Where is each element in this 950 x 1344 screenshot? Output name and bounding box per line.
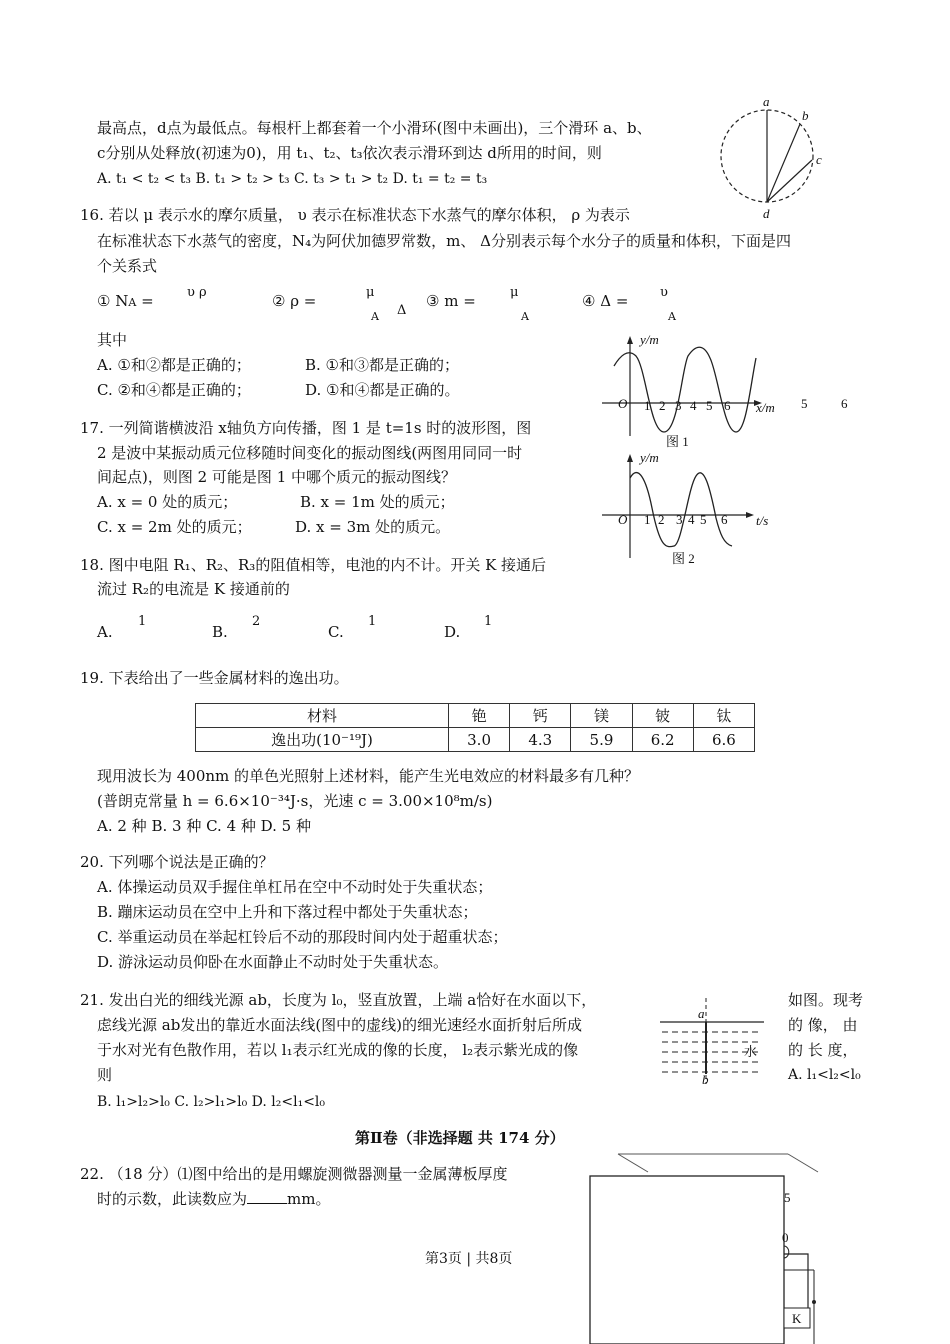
q22-fig-k: K <box>792 1311 802 1326</box>
fig1-origin: O <box>618 396 628 411</box>
page-footer: 第3页 | 共8页 <box>425 1251 513 1267</box>
fig1-xlabel: x/m <box>756 400 775 415</box>
table-cell: 3.0 <box>448 728 509 752</box>
q21-water-figure <box>658 996 768 1086</box>
q21-right4: A. l₁<l₂<l₀ <box>788 1067 861 1083</box>
q21-fig-b: b <box>702 1072 709 1087</box>
q18-option-b-val: 2 <box>252 614 261 629</box>
table-header: 镁 <box>571 704 632 728</box>
fig2-tick-3: 3 <box>676 512 683 527</box>
q19-options: A. 2 种 B. 3 种 C. 4 种 D. 5 种 <box>97 817 311 835</box>
q16-formula4-sub: A <box>668 310 676 323</box>
q16-formula1: ① NA = <box>97 292 154 310</box>
fig1-tick-3: 3 <box>675 398 682 413</box>
q19-line3: (普朗克常量 h = 6.6×10⁻³⁴J·s，光速 c = 3.00×10⁸m/s) <box>97 792 493 810</box>
fig1-tick-6: 6 <box>724 398 731 413</box>
q22-line2: 时的示数，此读数应为 mm。 <box>97 1190 331 1208</box>
q17-line2: 2 是波中某振动质元位移随时间变化的振动图线(两图用同同一时 <box>97 444 523 462</box>
q16-formula2-den: Δ <box>397 303 407 318</box>
q20-line1: 20. 下列哪个说法是正确的？ <box>80 853 274 871</box>
table-row-label: 逸出功(10⁻¹⁹J) <box>196 728 449 752</box>
table-cell: 6.6 <box>693 728 754 752</box>
q17-option-b: B. x = 1m 处的质元； <box>300 493 455 511</box>
wave-figure-1 <box>600 332 860 452</box>
q18-option-a: A. <box>97 623 113 641</box>
q21-line3: 于水对光有色散作用，若以 l₁表示红光成的像的长度， l₂表示紫光成的像 <box>97 1041 579 1059</box>
q21-line1: 21. 发出白光的细线光源 ab，长度为 l₀，竖直放置，上端 a恰好在水面以下， <box>80 991 597 1009</box>
fig1-extra-6: 6 <box>841 396 848 411</box>
q21-line2: 虑线光源 ab发出的靠近水面法线(图中的虚线)的细光速经水面折射后所成 <box>97 1016 583 1034</box>
q16-option-d: D. ①和④都是正确的。 <box>305 381 460 399</box>
fig2-tick-4: 4 <box>688 512 695 527</box>
q16-formula2-sub: A <box>371 310 379 323</box>
q22-fig-5: 5 <box>784 1190 791 1205</box>
table-row <box>196 728 755 752</box>
q16-line3: 个关系式 <box>97 257 158 275</box>
q18-option-b: B. <box>212 623 228 641</box>
fig1-tick-1: 1 <box>644 398 651 413</box>
table-cell: 4.3 <box>510 728 571 752</box>
q15-circle-figure <box>715 96 835 226</box>
q15-label-b: b <box>802 108 809 123</box>
q16-option-a: A. ①和②都是正确的； <box>97 356 251 374</box>
q16-formula4: ④ Δ = <box>582 292 629 310</box>
section2-title: 第Ⅱ卷（非选择题 共 174 分） <box>355 1129 565 1147</box>
q16-line1: 16. 若以 μ 表示水的摩尔质量， υ 表示在标准状态下水蒸气的摩尔体积， ρ 为表示 <box>80 206 630 224</box>
q20-option-a: A. 体操运动员双手握住单杠吊在空中不动时处于失重状态； <box>97 878 493 896</box>
q16-formula1-num: υ ρ <box>187 285 207 300</box>
q20-option-b: B. 蹦床运动员在空中上升和下落过程中都处于失重状态； <box>97 903 478 921</box>
q16-formula3-sub: A <box>521 310 529 323</box>
q19-line1: 19. 下表给出了一些金属材料的逸出功。 <box>80 669 349 687</box>
fig2-ylabel: y/m <box>640 450 659 465</box>
fig2-tick-1: 1 <box>644 512 651 527</box>
q18-option-d: D. <box>444 623 461 641</box>
q16-formula2-num: μ <box>366 285 375 300</box>
q16-option-b: B. ①和③都是正确的； <box>305 356 460 374</box>
fig2-xlabel: t/s <box>756 513 769 528</box>
q18-option-c: C. <box>328 623 344 641</box>
fig2-tick-5: 5 <box>700 512 707 527</box>
q22-fig-0: 0 <box>782 1230 789 1245</box>
q21-fig-water: 水 <box>744 1044 758 1059</box>
q15-options: A. t₁ < t₂ < t₃ B. t₁ > t₂ > t₃ C. t₃ > t₁ > t₂ D. t₁ = t₂ = t₃ <box>97 171 488 187</box>
q16-formula2: ② ρ = <box>272 292 317 310</box>
q16-formula3: ③ m = <box>426 292 476 310</box>
table-header: 材料 <box>196 704 449 728</box>
q22-line1: 22. （18 分）⑴图中给出的是用螺旋测微器测量一金属薄板厚度 <box>80 1165 508 1183</box>
vibration-figure-2 <box>600 448 800 573</box>
q16-formula4-num: υ <box>660 285 668 300</box>
q18-option-d-val: 1 <box>484 614 493 629</box>
work-function-table <box>195 703 755 752</box>
table-header: 铯 <box>448 704 509 728</box>
q15-line2: c分别从处释放(初速为0)，用 t₁、t₂、t₃依次表示滑环到达 d所用的时间，则 <box>97 144 602 162</box>
fig1-tick-5: 5 <box>706 398 713 413</box>
q16-line2: 在标准状态下水蒸气的密度，N₄为阿伏加德罗常数，m、 Δ分别表示每个水分子的质量和体积，下面是四 <box>97 232 791 250</box>
fig1-caption: 图 1 <box>666 434 689 449</box>
q18-option-a-val: 1 <box>138 614 147 629</box>
q21-right3: 的 长 度， <box>788 1041 858 1059</box>
q18-line1: 18. 图中电阻 R₁、R₂、R₃的阻值相等，电池的内不计。开关 K 接通后 <box>80 556 547 574</box>
q19-line2: 现用波长为 400nm 的单色光照射上述材料，能产生光电效应的材料最多有几种？ <box>97 767 640 785</box>
table-header: 钛 <box>693 704 754 728</box>
q15-label-c: c <box>816 152 822 167</box>
fig2-caption: 图 2 <box>672 551 695 566</box>
q21-fig-a: a <box>698 1006 705 1021</box>
q22-micrometer-figure <box>588 1150 828 1344</box>
q15-label-d: d <box>763 206 770 221</box>
q21-right2: 的 像， 由 <box>788 1016 858 1034</box>
q16-option-c: C. ②和④都是正确的； <box>97 381 251 399</box>
q18-option-c-val: 1 <box>368 614 377 629</box>
q17-line3: 间起点)，则图 2 可能是图 1 中哪个质元的振动图线？ <box>97 468 457 486</box>
q16-qizhong: 其中 <box>97 331 128 349</box>
q21-options: B. l₁>l₂>l₀ C. l₂>l₁>l₀ D. l₂<l₁<l₀ <box>97 1094 326 1110</box>
q15-label-a: a <box>763 94 770 109</box>
q21-right1: 如图。现考 <box>788 991 864 1009</box>
fig1-extra-5: 5 <box>801 396 808 411</box>
table-header: 铍 <box>632 704 693 728</box>
q17-option-d: D. x = 3m 处的质元。 <box>295 518 451 536</box>
q16-formula3-num: μ <box>510 285 519 300</box>
q21-line4: 则 <box>97 1066 113 1084</box>
q15-line1: 最高点，d点为最低点。每根杆上都套着一个小滑环(图中未画出)，三个滑环 a、b、 <box>97 119 652 137</box>
q20-option-d: D. 游泳运动员仰卧在水面静止不动时处于失重状态。 <box>97 953 449 971</box>
table-header: 钙 <box>510 704 571 728</box>
fig2-tick-2: 2 <box>658 512 665 527</box>
fig1-tick-2: 2 <box>659 398 666 413</box>
q18-line2: 流过 R₂的电流是 K 接通前的 <box>97 580 290 598</box>
table-header-row <box>196 704 755 728</box>
q22-answer-blank <box>247 1189 287 1204</box>
q17-option-a: A. x = 0 处的质元； <box>97 493 238 511</box>
q17-line1: 17. 一列简谐横波沿 x轴负方向传播，图 1 是 t=1s 时的波形图，图 <box>80 419 532 437</box>
q17-option-c: C. x = 2m 处的质元； <box>97 518 252 536</box>
q20-option-c: C. 举重运动员在举起杠铃后不动的那段时间内处于超重状态； <box>97 928 508 946</box>
fig1-tick-4: 4 <box>690 398 697 413</box>
table-cell: 6.2 <box>632 728 693 752</box>
fig2-tick-6: 6 <box>721 512 728 527</box>
fig1-ylabel: y/m <box>640 332 659 347</box>
fig2-origin: O <box>618 512 628 527</box>
table-cell: 5.9 <box>571 728 632 752</box>
